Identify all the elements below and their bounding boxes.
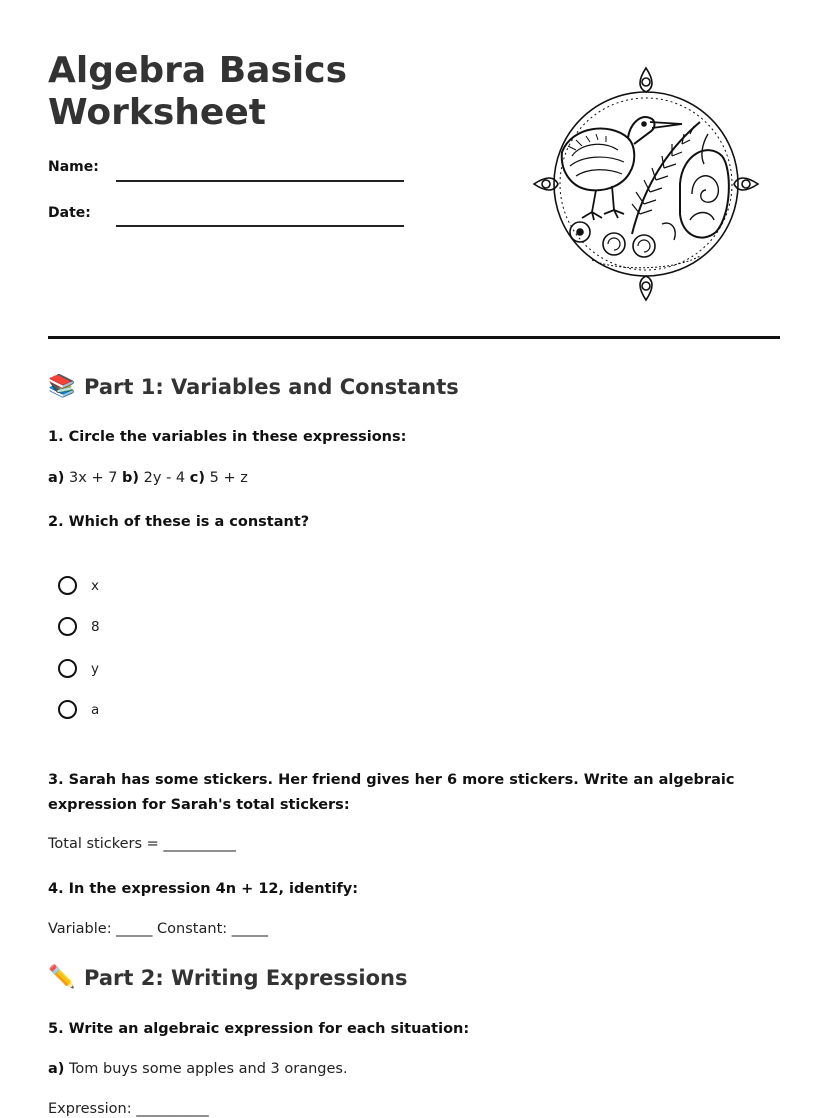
question-4: 4. In the expression 4n + 12, identify: bbox=[48, 881, 359, 897]
kiwi-fern-emblem-icon bbox=[532, 64, 760, 304]
q1-c-label: c) bbox=[189, 470, 205, 486]
q2-option-x[interactable] bbox=[58, 576, 99, 595]
q5-a-label: a) bbox=[48, 1061, 65, 1077]
question-2: 2. Which of these is a constant? bbox=[48, 514, 310, 530]
name-field[interactable] bbox=[116, 180, 404, 182]
radio-button[interactable] bbox=[58, 617, 77, 636]
pencil-icon: ✏️ bbox=[48, 965, 76, 990]
option-label: a bbox=[91, 701, 100, 718]
date-field[interactable] bbox=[116, 225, 404, 227]
q1-a-label: a) bbox=[48, 470, 65, 486]
name-label: Name: bbox=[48, 159, 99, 175]
question-3: 3. Sarah has some stickers. Her friend gives her 6 more stickers. Write an algebraic expression for Sarah's total stickers: bbox=[48, 772, 735, 813]
question-4-answer[interactable]: Variable: _____ Constant: _____ bbox=[48, 921, 268, 937]
q5-a-text: Tom buys some apples and 3 oranges. bbox=[69, 1061, 348, 1077]
option-label: y bbox=[91, 660, 99, 677]
part2-heading bbox=[48, 965, 408, 990]
question-5: 5. Write an algebraic expression for each situation: bbox=[48, 1021, 470, 1037]
part2-heading-text: Part 2: Writing Expressions bbox=[84, 965, 408, 990]
question-5a-answer[interactable]: Expression: __________ bbox=[48, 1101, 209, 1117]
q1-a-expression[interactable]: 3x + 7 bbox=[69, 470, 118, 486]
part1-heading-text: Part 1: Variables and Constants bbox=[84, 374, 459, 399]
radio-button[interactable] bbox=[58, 659, 77, 678]
q1-c-expression[interactable]: 5 + z bbox=[209, 470, 248, 486]
radio-button[interactable] bbox=[58, 700, 77, 719]
question-5a bbox=[48, 1061, 348, 1077]
title-line-2: Worksheet bbox=[48, 92, 266, 133]
radio-button[interactable] bbox=[58, 576, 77, 595]
question-1-expressions bbox=[48, 470, 248, 486]
option-label: x bbox=[91, 577, 99, 594]
q1-b-expression[interactable]: 2y - 4 bbox=[143, 470, 186, 486]
option-label: 8 bbox=[91, 618, 100, 635]
header-divider bbox=[48, 336, 780, 339]
q2-option-8[interactable] bbox=[58, 617, 100, 636]
part1-heading bbox=[48, 374, 459, 399]
page-title bbox=[48, 50, 468, 134]
title-line-1: Algebra Basics bbox=[48, 50, 348, 91]
q1-b-label: b) bbox=[122, 470, 140, 486]
date-label: Date: bbox=[48, 205, 91, 221]
books-icon: 📚 bbox=[48, 374, 76, 399]
q2-option-a[interactable] bbox=[58, 700, 99, 719]
question-1: 1. Circle the variables in these expressions: bbox=[48, 429, 407, 445]
q2-option-y[interactable] bbox=[58, 659, 99, 678]
question-3-answer[interactable]: Total stickers = __________ bbox=[48, 836, 236, 852]
